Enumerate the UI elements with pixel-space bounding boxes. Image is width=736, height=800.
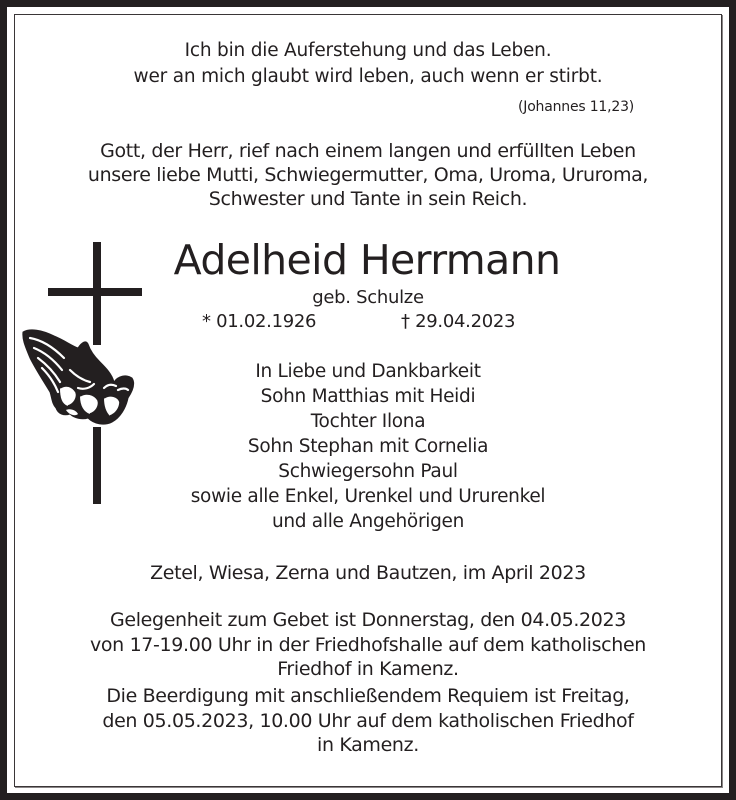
- verse-line-1: Ich bin die Auferstehung und das Leben.: [184, 40, 552, 61]
- announcement-line-3: Schwester und Tante in sein Reich.: [208, 188, 528, 210]
- family-intro: In Liebe und Dankbarkeit: [255, 361, 481, 382]
- family-member: Schwiegersohn Paul: [278, 461, 458, 482]
- family-member: Tochter Ilona: [310, 411, 426, 432]
- place-date: Zetel, Wiesa, Zerna und Bautzen, im April 2023: [150, 562, 586, 584]
- family-member: sowie alle Enkel, Urenkel und Ururenkel: [190, 486, 546, 507]
- service-line-2: von 17-19.00 Uhr in der Friedhofshalle auf dem katholischen: [90, 634, 646, 656]
- service-line-1: Gelegenheit zum Gebet ist Donnerstag, den 04.05.2023: [110, 609, 626, 631]
- family-member: Sohn Matthias mit Heidi: [260, 386, 476, 407]
- death-date: † 29.04.2023: [401, 311, 516, 332]
- announcement-line-2: unsere liebe Mutti, Schwiegermutter, Oma, Uroma, Ururoma,: [87, 164, 649, 186]
- family-member: und alle Angehörigen: [271, 511, 465, 532]
- deceased-name: Adelheid Herrmann: [173, 236, 561, 284]
- announcement-line-1: Gott, der Herr, rief nach einem langen und erfüllten Leben: [100, 140, 636, 162]
- verse-line-2: wer an mich glaubt wird leben, auch wenn er stirbt.: [133, 66, 603, 87]
- service-line-6: in Kamenz.: [317, 734, 419, 756]
- service-line-4: Die Beerdigung mit anschließendem Requiem ist Freitag,: [106, 685, 630, 707]
- service-line-3: Friedhof in Kamenz.: [277, 658, 459, 680]
- family-member: Sohn Stephan mit Cornelia: [247, 436, 489, 457]
- verse-reference: (Johannes 11,23): [518, 99, 635, 115]
- maiden-name: geb. Schulze: [312, 287, 424, 308]
- service-line-5: den 05.05.2023, 10.00 Uhr auf dem katholischen Friedhof: [102, 710, 634, 732]
- birth-date: * 01.02.1926: [202, 311, 317, 332]
